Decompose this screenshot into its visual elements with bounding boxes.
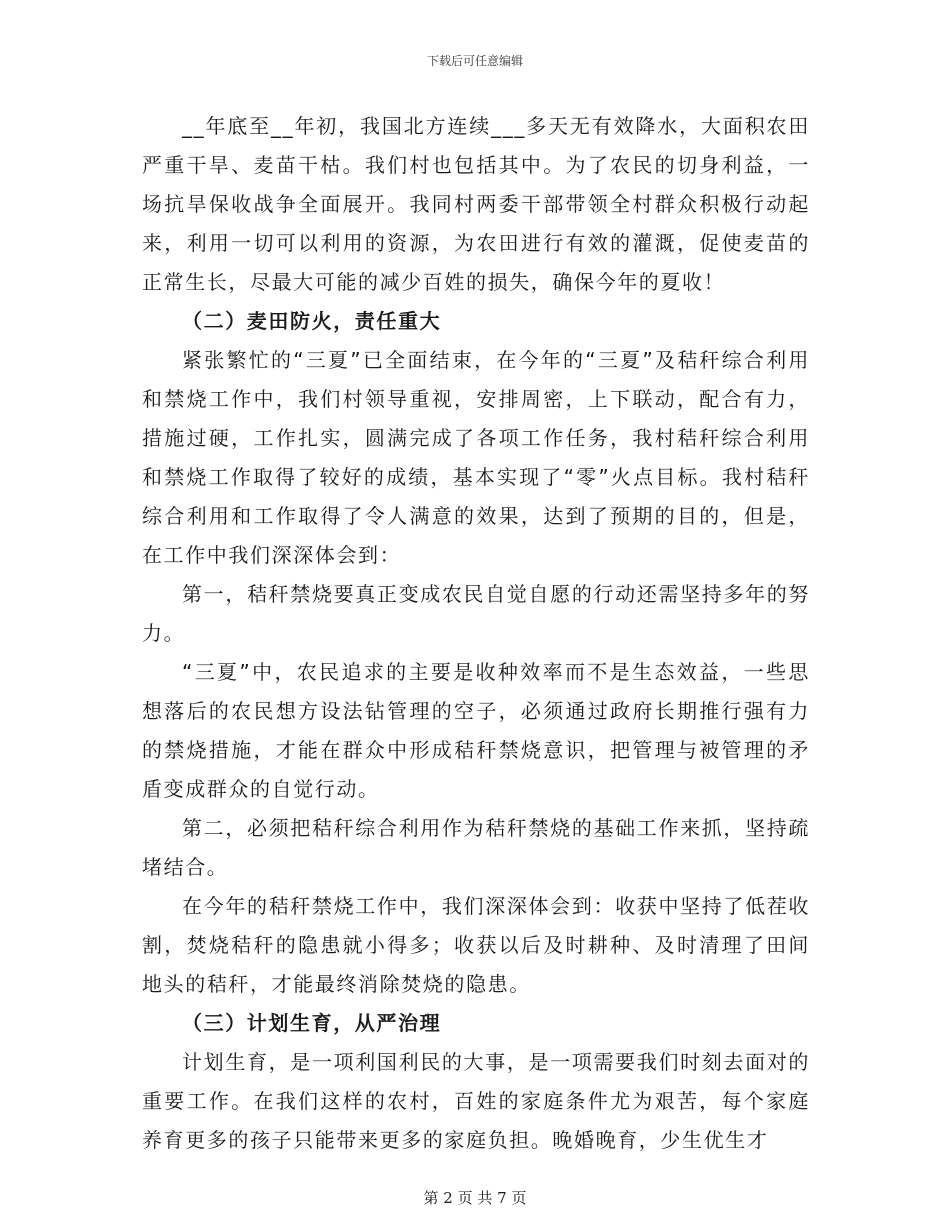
paragraph-family-planning: 计划生育，是一项利国利民的大事，是一项需要我们时刻去面对的重要工作。在我们这样的农村，百姓的家庭条件尤为艰苦，每个家庭养育更多的孩子只能带来更多的家庭负担。晚婚晚育，少生优生才 [142,1050,810,1152]
section-heading-family-planning: （三）计划生育，从严治理 [182,1011,442,1035]
paragraph-straw-summary: 紧张繁忙的“三夏”已全面结束，在今年的“三夏”及秸秆综合利用和禁烧工作中，我们村领导重视，安排周密，上下联动，配合有力，措施过硬，工作扎实，圆满完成了各项工作任务，我村秸秆综合利用和禁烧工作取得了较好的成绩，基本实现了“零”火点目标。我村秸秆综合利用和工作取得了令人满意的效果，达到了预期的目的，但是，在工作中我们深深体会到： [142,348,810,567]
page-header: 下载后可任意编辑 [426,54,523,68]
page-number: 第 2 页 共 7 页 [423,1189,527,1207]
paragraph-point-one: 第一，秸秆禁烧要真正变成农民自觉自愿的行动还需坚持多年的努力。 [142,582,810,645]
paragraph-drought: __年底至__年初，我国北方连续___多天无有效降水，大面积农田严重干旱、麦苗干枯。我们村也包括其中。为了农民的切身利益，一场抗旱保收战争全面展开。我同村两委干部带领全村群众积极行动起来，利用一切可以利用的资源，为农田进行有效的灌溉，促使麦苗的正常生长，尽最大可能的减少百姓的损失，确保今年的夏收！ [142,114,810,294]
paragraph-point-two-detail: 在今年的秸秆禁烧工作中，我们深深体会到：收获中坚持了低茬收割，焚烧秸秆的隐患就小得多；收获以后及时耕种、及时清理了田间地头的秸秆，才能最终消除焚烧的隐患。 [142,894,810,996]
paragraph-point-two: 第二，必须把秸秆综合利用作为秸秆禁烧的基础工作来抓，坚持疏堵结合。 [142,816,810,879]
section-heading-fire-prevention: （二）麦田防火，责任重大 [182,309,442,333]
paragraph-point-one-detail: “三夏”中，农民追求的主要是收种效率而不是生态效益，一些思想落后的农民想方设法钻管理的空子，必须通过政府长期推行强有力的禁烧措施，才能在群众中形成秸秆禁烧意识，把管理与被管理的矛盾变成群众的自觉行动。 [142,660,810,801]
document-body [142,107,810,1160]
